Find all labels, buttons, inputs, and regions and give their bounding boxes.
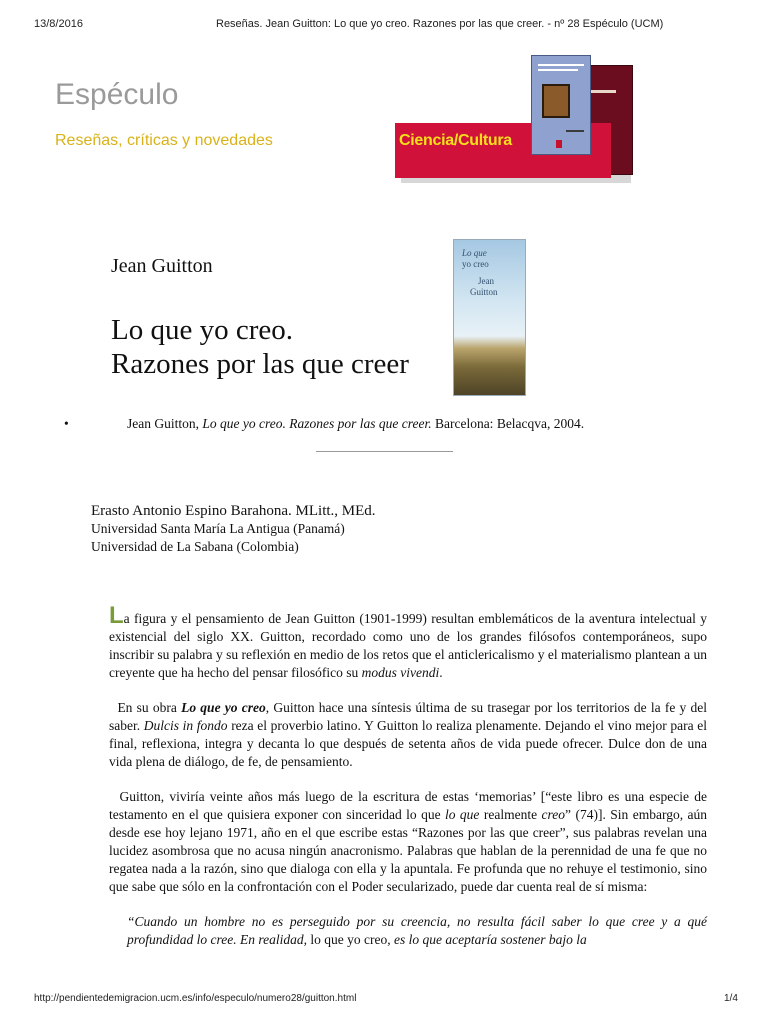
citation-title: Lo que yo creo. Razones por las que creer. xyxy=(202,416,432,431)
site-title[interactable]: Espéculo xyxy=(55,78,179,111)
book-title xyxy=(111,313,409,381)
paragraph-3: Guitton, viviría veinte años más luego de la escritura de estas ‘memorias’ [“este libro es una especie de testamento en el que quisiera exponer con sinceridad lo que lo que realmente creo” (74)]. Sin embargo, aún desde ese hoy lejano 1971, año en el que escribe estas “Razones por las que creer”, sus palabras revelan una lucidez asombrosa que no acusa ningún anacronismo. Palabras que hablan de la perennidad de una fe que no regatea nada a la razón, sino que dialoga con ella y la apuntala. Fe profunda que no rehuye el testimonio, sino que sabe que sólo en la confrontación con el Poder secularizado, puede dar cuenta real de sí misma: xyxy=(109,789,708,894)
site-subtitle: Reseñas, críticas y novedades xyxy=(55,132,273,149)
divider xyxy=(316,451,453,452)
banner-label: Ciencia/Cultura xyxy=(399,132,512,149)
print-page-title: Reseñas. Jean Guitton: Lo que yo creo. Razones por las que creer. - nº 28 Espéculo (UCM) xyxy=(216,18,664,30)
reviewer-affiliation-1: Universidad Santa María La Antigua (Panamá) xyxy=(91,521,345,536)
book-title-line-1: Lo que yo creo. xyxy=(111,314,293,346)
cover-author-a: Jean xyxy=(478,276,494,286)
banner-book-front-image xyxy=(531,55,591,155)
citation-author: Jean Guitton, xyxy=(127,416,203,431)
print-page-number: 1/4 xyxy=(724,993,738,1004)
paragraph-1: La figura y el pensamiento de Jean Guitton (1901-1999) resultan emblemáticos de la aventura intelectual y existencial del siglo XX. Guitton, recordado como uno de los grandes filósofos contemporáneos, supo inscribir su palabra y su reflexión en medio de los retos que el anticlericalismo y el materialismo plantean a un creyente que ha hecho del pensar filosófico su modus vivendi. xyxy=(109,602,707,680)
bullet: • xyxy=(64,416,69,431)
paragraph-2: En su obra Lo que yo creo, Guitton hace una síntesis última de su trasegar por los territorios de la fe y del saber. Dulcis in fondo reza el proverbio latino. Y Guitton lo realiza plenamente. Dejando el vino mejor para el final, reflexiona, integra y decanta lo que después de setenta años de vida puede ofrecer. Dulce don de una vida plena de diálogo, de fe, de pensamiento. xyxy=(109,700,707,769)
cover-author-b: Guitton xyxy=(470,287,498,297)
quotation: “Cuando un hombre no es perseguido por su creencia, no resulta fácil saber lo que cree y a qué profundidad lo cree. En realidad, lo que yo creo, es lo que aceptaría sostener bajo la xyxy=(127,914,707,947)
cover-title-a: Lo que xyxy=(462,248,487,258)
book-title-line-2: Razones por las que creer xyxy=(111,348,409,380)
book-cover-image xyxy=(453,239,526,396)
drop-cap: L xyxy=(109,602,124,629)
cover-title-b: yo creo xyxy=(462,259,489,269)
reviewer-name: Erasto Antonio Espino Barahona. MLitt., MEd. xyxy=(91,503,376,519)
print-date: 13/8/2016 xyxy=(34,18,83,30)
book-author: Jean Guitton xyxy=(111,255,213,277)
reviewer-block xyxy=(91,502,376,556)
portrait-image xyxy=(542,84,570,118)
print-url: http://pendientedemigracion.ucm.es/info/especulo/numero28/guitton.html xyxy=(34,993,357,1004)
review-body xyxy=(109,602,708,949)
ciencia-cultura-banner[interactable] xyxy=(395,55,635,183)
reviewer-affiliation-2: Universidad de La Sabana (Colombia) xyxy=(91,539,299,554)
citation-publisher: Barcelona: Belacqva, 2004. xyxy=(431,416,585,431)
